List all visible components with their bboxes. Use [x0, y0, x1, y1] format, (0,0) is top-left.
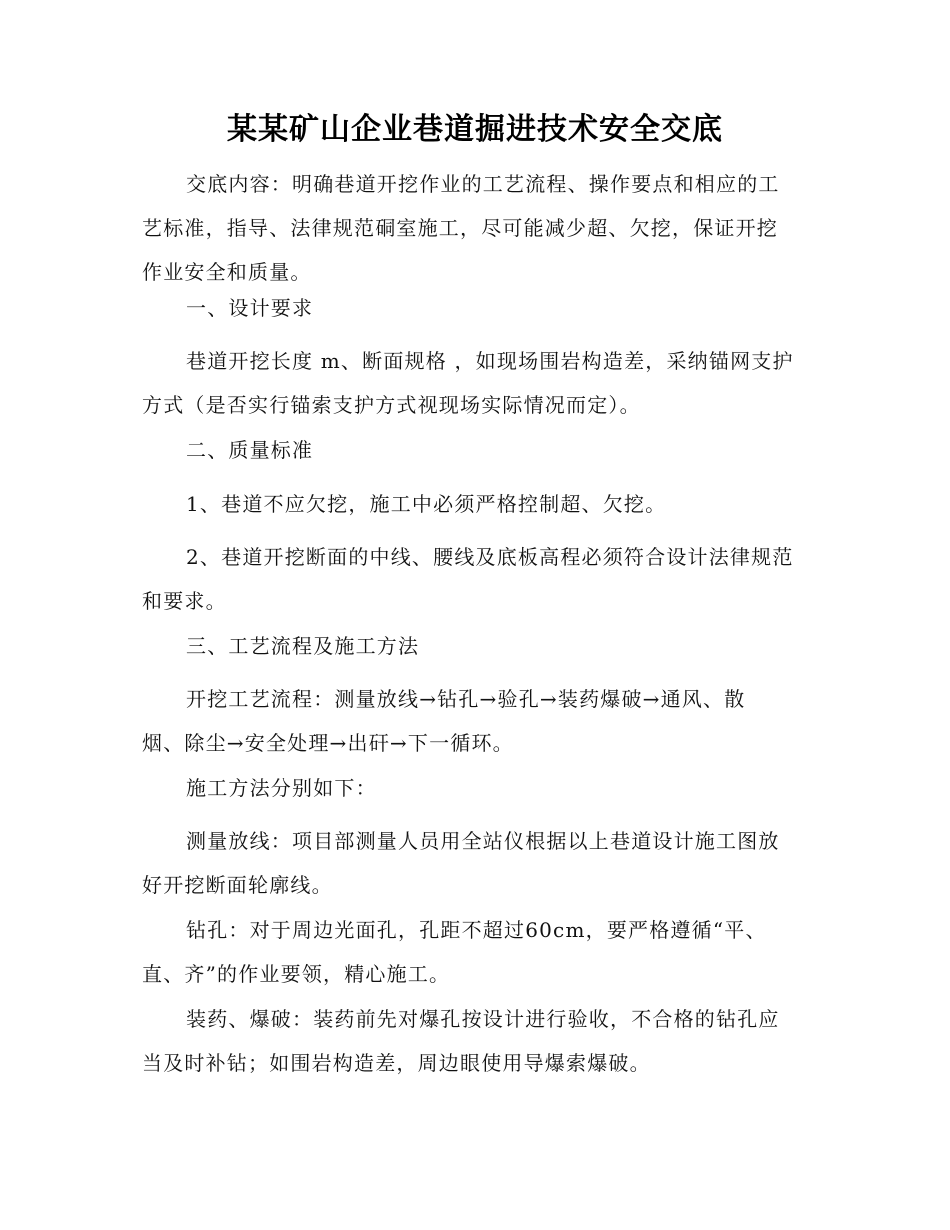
paragraph-line: 测量放线：项目部测量人员用全站仪根据以上巷道设计施工图放	[186, 829, 780, 853]
section-heading: 二、质量标准	[186, 438, 314, 462]
paragraph-drilling	[142, 908, 810, 996]
paragraph-line: 钻孔：对于周边光面孔，孔距不超过60cm，要严格遵循“平、	[186, 918, 767, 942]
paragraph-line: 当及时补钻；如围岩构造差，周边眼使用导爆索爆破。	[142, 1051, 651, 1075]
paragraph-line: 交底内容：明确巷道开挖作业的工艺流程、操作要点和相应的工	[186, 172, 780, 196]
paragraph-methods-intro	[142, 766, 810, 810]
section-heading-quality-standards	[142, 428, 810, 472]
section-heading-design-requirements	[142, 286, 810, 330]
paragraph-line: 施工方法分别如下：	[186, 776, 377, 800]
section-heading-process-and-methods	[142, 624, 810, 668]
paragraph-item-2	[142, 535, 810, 623]
paragraph-line: 1、巷道不应欠挖，施工中必须严格控制超、欠挖。	[186, 492, 667, 516]
paragraph-line: 烟、除尘→安全处理→出矸→下一循环。	[142, 731, 514, 755]
paragraph-tunnel-excavation	[142, 339, 810, 427]
paragraph-line: 好开挖断面轮廓线。	[142, 873, 333, 897]
paragraph-line: 作业安全和质量。	[142, 260, 312, 284]
paragraph-process-flow	[142, 677, 810, 765]
paragraph-line: 方式（是否实行锚索支护方式视现场实际情况而定）。	[142, 393, 641, 417]
paragraph-line: 2、巷道开挖断面的中线、腰线及底板高程必须符合设计法律规范	[186, 545, 794, 569]
paragraph-line: 和要求。	[142, 589, 227, 613]
paragraph-charging-blasting	[142, 997, 810, 1085]
paragraph-line: 艺标准，指导、法律规范硐室施工，尽可能减少超、欠挖，保证开挖	[142, 216, 778, 240]
document-title: 某某矿山企业巷道掘进技术安全交底	[227, 112, 723, 147]
paragraph-item-1	[142, 482, 810, 526]
section-heading: 三、工艺流程及施工方法	[186, 634, 420, 658]
paragraph-disclosure-content	[142, 162, 810, 294]
paragraph-line: 巷道开挖长度 m、断面规格 ，如现场围岩构造差，采纳锚网支护	[186, 349, 794, 373]
paragraph-line: 装药、爆破：装药前先对爆孔按设计进行验收，不合格的钻孔应	[186, 1007, 780, 1031]
paragraph-line: 开挖工艺流程：测量放线→钻孔→验孔→装药爆破→通风、散	[186, 687, 746, 711]
section-heading: 一、设计要求	[186, 296, 314, 320]
paragraph-line: 直、齐”的作业要领，精心施工。	[142, 962, 451, 986]
paragraph-surveying	[142, 819, 810, 907]
